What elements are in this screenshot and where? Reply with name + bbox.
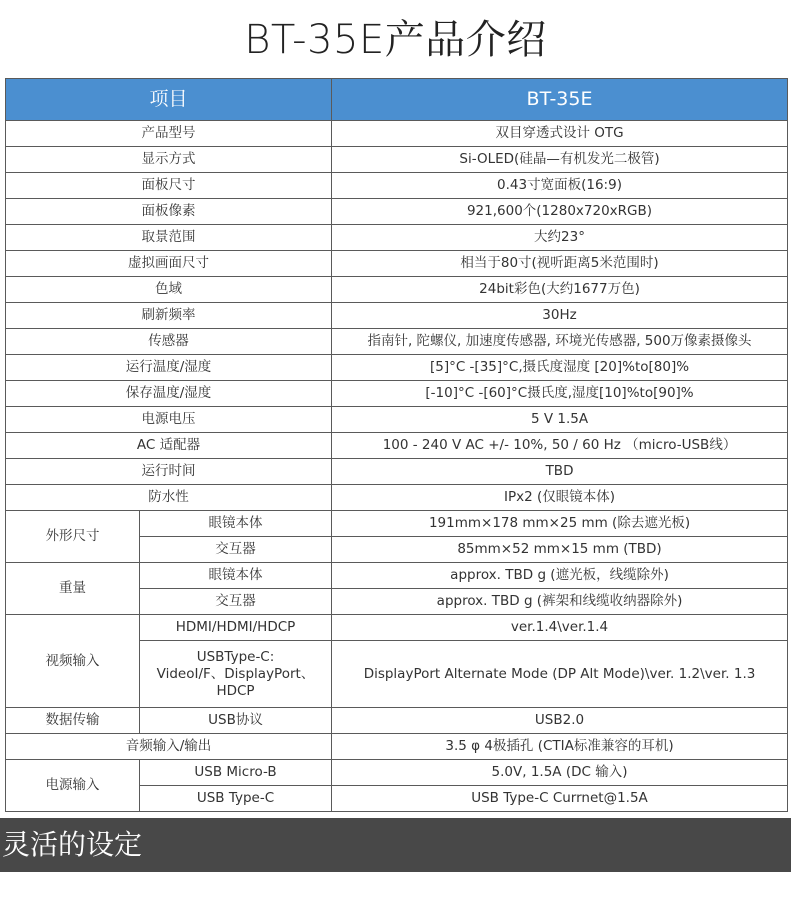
table-row bbox=[6, 459, 788, 485]
row-sublabel: 眼镜本体 bbox=[140, 563, 332, 589]
row-label: 显示方式 bbox=[6, 147, 332, 173]
row-label: 虚拟画面尺寸 bbox=[6, 251, 332, 277]
row-label: 面板像素 bbox=[6, 199, 332, 225]
row-sublabel: 交互器 bbox=[140, 589, 332, 615]
group-label-data: 数据传输 bbox=[6, 708, 140, 734]
table-row bbox=[6, 485, 788, 511]
row-value: IPx2 (仅眼镜本体) bbox=[332, 485, 788, 511]
row-label: 运行温度/湿度 bbox=[6, 355, 332, 381]
header-item: 项目 bbox=[6, 79, 332, 121]
row-value: 921,600个(1280x720xRGB) bbox=[332, 199, 788, 225]
sublabel-line: USBType-C: bbox=[196, 648, 275, 665]
table-row bbox=[6, 563, 788, 589]
row-label: 防水性 bbox=[6, 485, 332, 511]
table-row bbox=[6, 303, 788, 329]
row-label: 传感器 bbox=[6, 329, 332, 355]
table-row bbox=[6, 708, 788, 734]
row-value: ver.1.4\ver.1.4 bbox=[332, 615, 788, 641]
sublabel-line: HDCP bbox=[216, 682, 255, 699]
row-value: DisplayPort Alternate Mode (DP Alt Mode)\ver. 1.2\ver. 1.3 bbox=[332, 641, 788, 708]
row-value: 3.5 φ 4极插孔 (CTIA标准兼容的耳机) bbox=[332, 734, 788, 760]
table-row bbox=[6, 734, 788, 760]
table-row bbox=[6, 433, 788, 459]
table-row bbox=[6, 760, 788, 786]
row-label: 刷新频率 bbox=[6, 303, 332, 329]
row-label: 音频输入/输出 bbox=[6, 734, 332, 760]
row-sublabel-multiline bbox=[140, 641, 332, 708]
row-label: 运行时间 bbox=[6, 459, 332, 485]
row-value: approx. TBD g (遮光板，线缆除外) bbox=[332, 563, 788, 589]
table-row bbox=[6, 329, 788, 355]
row-label: 取景范围 bbox=[6, 225, 332, 251]
row-value: 指南针, 陀螺仪, 加速度传感器, 环境光传感器, 500万像素摄像头 bbox=[332, 329, 788, 355]
row-label: 色域 bbox=[6, 277, 332, 303]
row-value: 24bit彩色(大约1677万色) bbox=[332, 277, 788, 303]
table-row bbox=[6, 511, 788, 537]
table-header-row bbox=[6, 79, 788, 121]
table-row bbox=[6, 381, 788, 407]
row-label: 保存温度/湿度 bbox=[6, 381, 332, 407]
row-value: 5.0V, 1.5A (DC 输入) bbox=[332, 760, 788, 786]
table-row bbox=[6, 615, 788, 641]
row-value: 相当于80寸(视听距离5米范围时) bbox=[332, 251, 788, 277]
row-sublabel: USB Type-C bbox=[140, 786, 332, 812]
row-sublabel: USB Micro-B bbox=[140, 760, 332, 786]
row-value: USB2.0 bbox=[332, 708, 788, 734]
section-banner: 灵活的设定 bbox=[0, 818, 791, 872]
table-row bbox=[6, 199, 788, 225]
group-label-weight: 重量 bbox=[6, 563, 140, 615]
row-label: 电源电压 bbox=[6, 407, 332, 433]
row-value: 30Hz bbox=[332, 303, 788, 329]
table-row bbox=[6, 251, 788, 277]
table-row bbox=[6, 173, 788, 199]
spec-table bbox=[5, 78, 788, 812]
row-value: 双目穿透式设计 OTG bbox=[332, 121, 788, 147]
row-sublabel: HDMI/HDMI/HDCP bbox=[140, 615, 332, 641]
table-row bbox=[6, 147, 788, 173]
header-model: BT-35E bbox=[332, 79, 788, 121]
row-value: 0.43寸宽面板(16:9) bbox=[332, 173, 788, 199]
table-row bbox=[6, 121, 788, 147]
table-row bbox=[6, 355, 788, 381]
row-label: 产品型号 bbox=[6, 121, 332, 147]
row-sublabel: USB协议 bbox=[140, 708, 332, 734]
row-label: 面板尺寸 bbox=[6, 173, 332, 199]
row-value: 5 V 1.5A bbox=[332, 407, 788, 433]
group-label-video: 视频输入 bbox=[6, 615, 140, 708]
row-value: 85mm×52 mm×15 mm (TBD) bbox=[332, 537, 788, 563]
sublabel-line: VideoI/F、DisplayPort、 bbox=[156, 665, 315, 682]
row-value: TBD bbox=[332, 459, 788, 485]
row-value: [-10]°C -[60]°C摄氏度,湿度[10]%to[90]% bbox=[332, 381, 788, 407]
row-sublabel: 眼镜本体 bbox=[140, 511, 332, 537]
row-value: 100 - 240 V AC +/- 10%, 50 / 60 Hz （micro-USB线） bbox=[332, 433, 788, 459]
row-value: 大约23° bbox=[332, 225, 788, 251]
row-value: Si-OLED(硅晶—有机发光二极管) bbox=[332, 147, 788, 173]
row-sublabel: 交互器 bbox=[140, 537, 332, 563]
row-value: [5]°C -[35]°C,摄氏度湿度 [20]%to[80]% bbox=[332, 355, 788, 381]
table-row bbox=[6, 277, 788, 303]
group-label-size: 外形尺寸 bbox=[6, 511, 140, 563]
page-title: BT-35E产品介绍 bbox=[244, 17, 547, 63]
row-value: approx. TBD g (裤架和线缆收纳器除外) bbox=[332, 589, 788, 615]
row-label: AC 适配器 bbox=[6, 433, 332, 459]
table-row bbox=[6, 407, 788, 433]
row-value: 191mm×178 mm×25 mm (除去遮光板) bbox=[332, 511, 788, 537]
group-label-power: 电源输入 bbox=[6, 760, 140, 812]
row-value: USB Type-C Currnet@1.5A bbox=[332, 786, 788, 812]
table-row bbox=[6, 225, 788, 251]
